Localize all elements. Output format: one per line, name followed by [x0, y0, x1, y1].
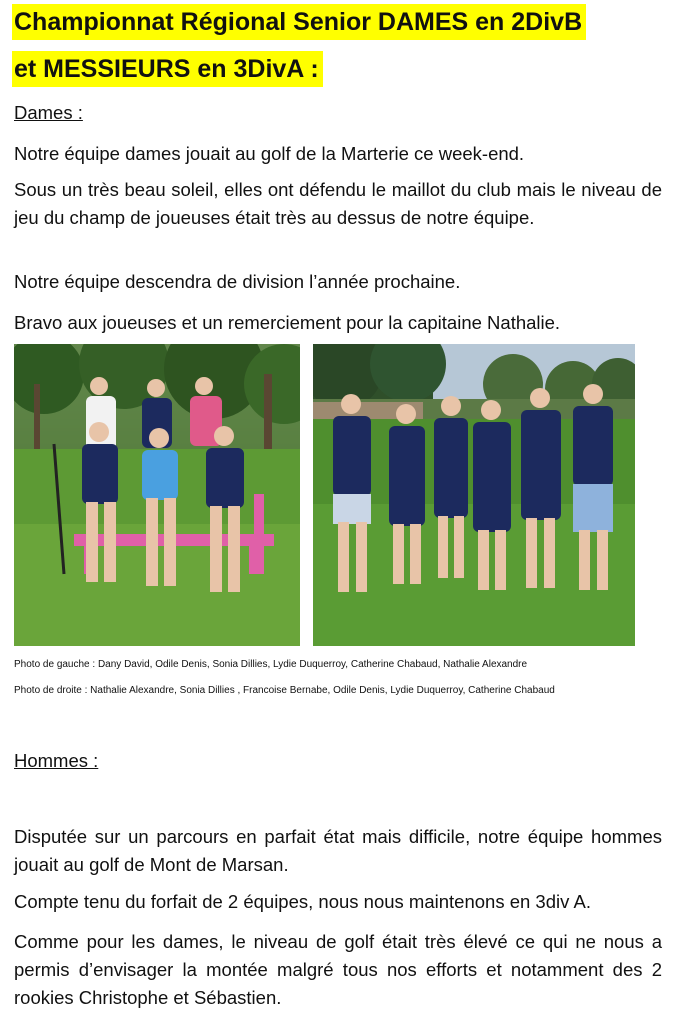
- dames-paragraph-2: Sous un très beau soleil, elles ont défendu le maillot du club mais le niveau de jeu du champ de joueuses était très au dessus de notre équipe.: [14, 179, 662, 228]
- title-line-2: et MESSIEURS en 3DivA :: [12, 51, 323, 87]
- title-line-1: Championnat Régional Senior DAMES en 2DivB: [12, 4, 586, 40]
- photo-right: [313, 344, 635, 646]
- hommes-paragraph-1: Disputée sur un parcours en parfait état mais difficile, notre équipe hommes jouait au golf de Mont de Marsan.: [14, 826, 662, 875]
- dames-paragraph-1: Notre équipe dames jouait au golf de la Marterie ce week-end.: [14, 143, 525, 164]
- hommes-paragraph-3: Comme pour les dames, le niveau de golf était très élevé ce qui ne nous a permis d’envisager la montée malgré tous nos efforts et notamment des 2 rookies Christophe et Sébastien.: [14, 931, 662, 1008]
- caption-left: Photo de gauche : Dany David, Odile Denis, Sonia Dillies, Lydie Duquerroy, Catherine Chabaud, Nathalie Alexandre: [14, 659, 528, 670]
- dames-heading: Dames :: [14, 102, 83, 123]
- photo-left: [14, 344, 300, 646]
- dames-paragraph-3: Notre équipe descendra de division l’année prochaine.: [14, 271, 461, 292]
- hommes-heading: Hommes :: [14, 750, 99, 771]
- dames-paragraph-4: Bravo aux joueuses et un remerciement pour la capitaine Nathalie.: [14, 312, 561, 333]
- hommes-paragraph-2: Compte tenu du forfait de 2 équipes, nous nous maintenons en 3div A.: [14, 891, 591, 912]
- caption-right: Photo de droite : Nathalie Alexandre, Sonia Dillies , Francoise Bernabe, Odile Denis, Lydie Duquerroy, Catherine Chabaud: [14, 685, 555, 696]
